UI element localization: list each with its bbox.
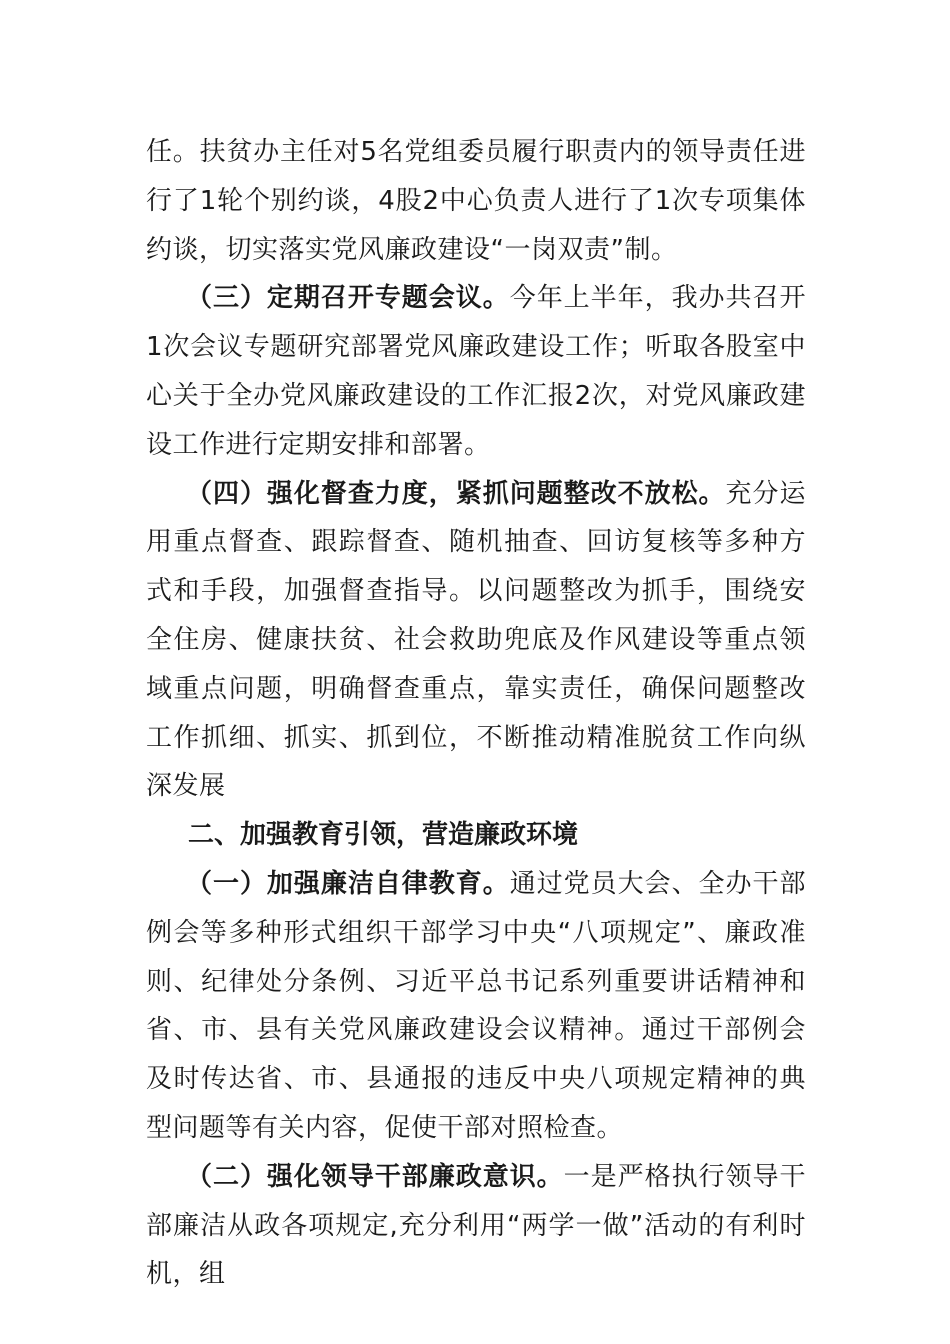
paragraph-text: 今年上半年，我办共召开1次会议专题研究部署党风廉政建设工作；听取各股室中心关于全办党风廉政建设的工作汇报2次，对党风廉政建设工作进行定期安排和部署。 xyxy=(146,283,806,460)
paragraph-text: 充分运用重点督查、跟踪督查、随机抽查、回访复核等多种方式和手段，加强督查指导。以问题整改为抓手，围绕安全住房、健康扶贫、社会救助兜底及作风建设等重点领域重点问题，明确督查重点，靠实责任，确保问题整改工作抓细、抓实、抓到位，不断推动精准脱贫工作向纵深发展 xyxy=(146,478,806,802)
paragraph-section-4 xyxy=(146,470,806,812)
paragraph-text: 通过党员大会、全办干部例会等多种形式组织干部学习中央“八项规定”、廉政准则、纪律处分条例、习近平总书记系列重要讲话精神和省、市、县有关党风廉政建设会议精神。通过干部例会及时传达省、市、县通报的违反中央八项规定精神的典型问题等有关内容，促使干部对照检查。 xyxy=(146,868,806,1143)
paragraph-text: 一是严格执行领导干部廉洁从政各项规定,充分利用“两学一做”活动的有利时机，组 xyxy=(146,1161,806,1290)
paragraph-subsection-1 xyxy=(146,860,806,1153)
paragraph-lead: （二）强化领导干部廉政意识。 xyxy=(186,1161,564,1192)
paragraph-text: 任。扶贫办主任对5名党组委员履行职责内的领导责任进行了1轮个别约谈，4股2中心负责人进行了1次专项集体约谈，切实落实党风廉政建设“一岗双责”制。 xyxy=(146,137,806,265)
document-body xyxy=(146,128,806,1299)
paragraph-subsection-2 xyxy=(146,1153,806,1299)
paragraph-section-3 xyxy=(146,274,806,469)
section-heading xyxy=(146,811,806,860)
paragraph-continuation xyxy=(146,128,806,274)
section-heading-text: 二、加强教育引领，营造廉政环境 xyxy=(188,820,579,851)
paragraph-lead: （四）强化督查力度，紧抓问题整改不放松。 xyxy=(186,478,726,509)
paragraph-lead: （一）加强廉洁自律教育。 xyxy=(186,868,510,899)
paragraph-lead: （三）定期召开专题会议。 xyxy=(186,283,510,314)
